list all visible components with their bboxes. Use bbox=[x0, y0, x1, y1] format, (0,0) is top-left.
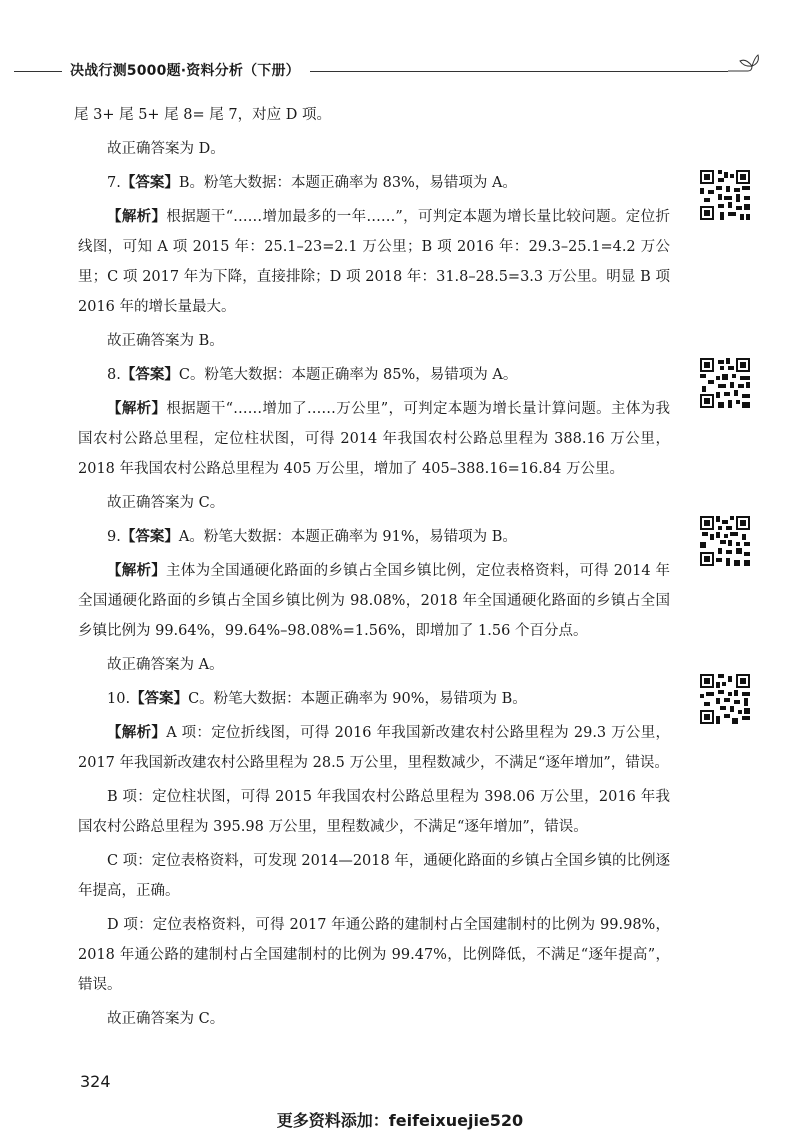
q7-analysis bbox=[78, 202, 670, 322]
analysis-tag: 【解析】 bbox=[107, 208, 167, 225]
answer-text: C。粉笔大数据：本题正确率为 90%，易错项为 B。 bbox=[188, 691, 527, 707]
q10-option-d: D 项：定位表格资料，可得 2017 年通公路的建制村占全国建制村的比例为 99.98%，2018 年通公路的建制村占全国建制村的比例为 99.47%，比例降低，不满足“逐年提高”，错误。 bbox=[78, 917, 670, 993]
q10-answer bbox=[78, 684, 670, 714]
qr-code-icon[interactable] bbox=[700, 516, 750, 566]
answer-tag: 【答案】 bbox=[120, 528, 179, 545]
analysis-tag: 【解析】 bbox=[107, 562, 167, 579]
q10-analysis bbox=[78, 718, 670, 778]
q9-analysis bbox=[78, 556, 670, 646]
q8-analysis bbox=[78, 394, 670, 484]
answer-text: C。粉笔大数据：本题正确率为 85%，易错项为 A。 bbox=[178, 367, 518, 383]
sprout-icon bbox=[724, 52, 760, 86]
q8-answer bbox=[78, 360, 670, 390]
analysis-text: 主体为全国通硬化路面的乡镇占全国乡镇比例，定位表格资料，可得 2014 年全国通硬化路面的乡镇占全国乡镇比例为 98.08%，2018 年全国通硬化路面的乡镇占全国乡镇比例为 99.64%，99.64%–98.08%=1.56%，即增加了 1.56 个百分点。 bbox=[78, 563, 670, 639]
answer-tag: 【答案】 bbox=[130, 690, 189, 707]
answer-tag: 【答案】 bbox=[120, 174, 179, 191]
q10-conclusion: 故正确答案为 C。 bbox=[107, 1011, 225, 1027]
q7-conclusion: 故正确答案为 B。 bbox=[107, 333, 224, 349]
page-content bbox=[74, 100, 671, 1034]
analysis-tag: 【解析】 bbox=[107, 724, 167, 741]
header-rule-right bbox=[310, 71, 728, 72]
page-header bbox=[0, 52, 800, 92]
q7-answer bbox=[78, 168, 670, 198]
page-number: 324 bbox=[80, 1072, 111, 1091]
answer-text: B。粉笔大数据：本题正确率为 83%，易错项为 A。 bbox=[178, 175, 517, 191]
analysis-text: 根据题干“……增加了……万公里”，可判定本题为增长量计算问题。主体为我国农村公路总里程，定位柱状图，可得 2014 年我国农村公路总里程为 388.16 万公里，2018 年我国农村公路总里程为 405 万公里，增加了 405–388.16=16.84 万公里。 bbox=[78, 401, 671, 477]
footer-note: 更多资料添加：feifeixuejie520 bbox=[276, 1111, 524, 1130]
q10-option-b: B 项：定位柱状图，可得 2015 年我国农村公路总里程为 398.06 万公里，2016 年我国农村公路总里程为 395.98 万公里，里程数减少，不满足“逐年增加”，错误。 bbox=[78, 789, 670, 835]
header-rule-left bbox=[14, 71, 62, 72]
paragraph: 尾 3+ 尾 5+ 尾 8= 尾 7，对应 D 项。 bbox=[74, 107, 331, 123]
paragraph: 故正确答案为 D。 bbox=[107, 141, 225, 157]
answer-text: A。粉笔大数据：本题正确率为 91%，易错项为 B。 bbox=[178, 529, 517, 545]
qr-code-icon[interactable] bbox=[700, 358, 750, 408]
q10-option-c: C 项：定位表格资料，可发现 2014—2018 年，通硬化路面的乡镇占全国乡镇的比例逐年提高，正确。 bbox=[78, 853, 670, 899]
question-number: 8. bbox=[107, 367, 121, 383]
q8-conclusion: 故正确答案为 C。 bbox=[107, 495, 225, 511]
analysis-text: 根据题干“……增加最多的一年……”，可判定本题为增长量比较问题。定位折线图，可知 A 项 2015 年：25.1–23=2.1 万公里；B 项 2016 年：29.3–25.1=4.2 万公里；C 项 2017 年为下降，直接排除；D 项 2018 年：31.8–28.5=3.3 万公里。明显 B 项 2016 年的增长量最大。 bbox=[78, 209, 670, 315]
qr-code-icon[interactable] bbox=[700, 674, 750, 724]
book-title: 决战行测5000题·资料分析（下册） bbox=[70, 63, 300, 79]
qr-code-icon[interactable] bbox=[700, 170, 750, 220]
analysis-tag: 【解析】 bbox=[107, 400, 167, 417]
question-number: 10. bbox=[107, 691, 131, 707]
analysis-text: A 项：定位折线图，可得 2016 年我国新改建农村公路里程为 29.3 万公里，2017 年我国新改建农村公路里程为 28.5 万公里，里程数减少，不满足“逐年增加”，错误。 bbox=[78, 725, 670, 771]
q9-conclusion: 故正确答案为 A。 bbox=[107, 657, 224, 673]
answer-tag: 【答案】 bbox=[120, 366, 179, 383]
question-number: 9. bbox=[107, 529, 121, 545]
q9-answer bbox=[78, 522, 670, 552]
question-number: 7. bbox=[107, 175, 121, 191]
